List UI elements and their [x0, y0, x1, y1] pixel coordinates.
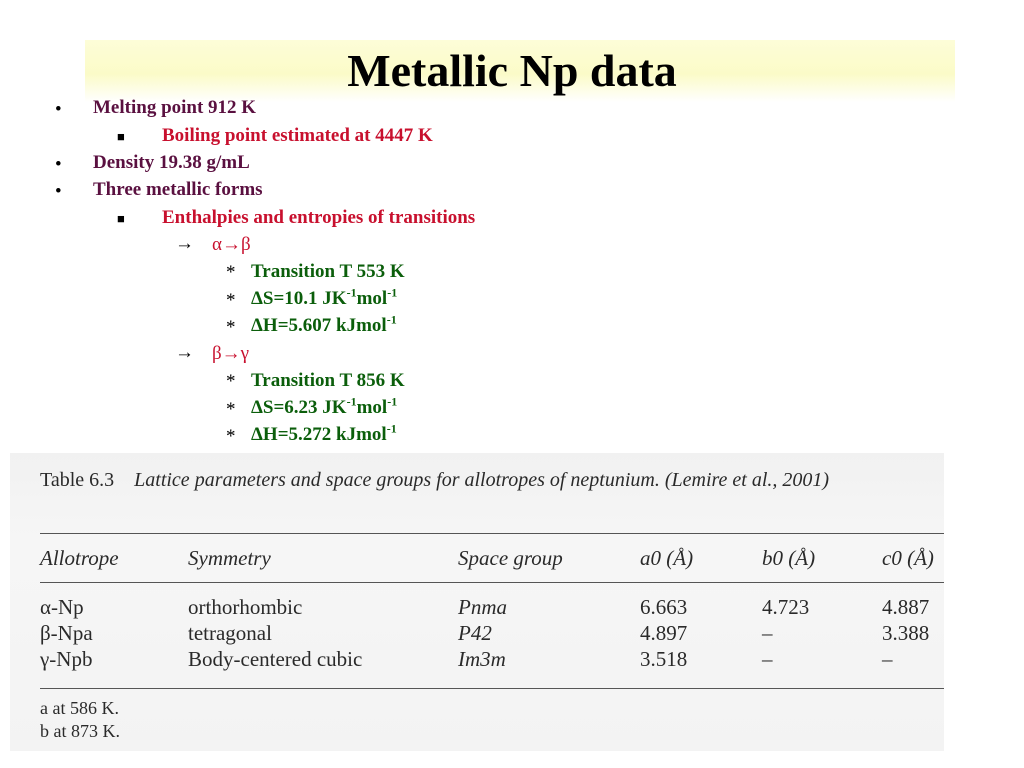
table-cell-c0: –	[882, 647, 893, 671]
table-cell-space-group: Im3m	[458, 647, 506, 671]
table-cell-space-group: Pnma	[458, 595, 507, 619]
bullet-marker: •	[55, 99, 62, 120]
table-cell-a0: 4.897	[640, 621, 688, 645]
transition-2-entropy: ΔS=6.23 $JK^{-1}mol^{-1}$	[251, 394, 398, 418]
table-cell-c0: 3.388	[882, 621, 930, 645]
square-marker: ■	[117, 211, 125, 226]
bullet-boiling-point: Boiling point estimated at 4447 K	[162, 125, 433, 146]
header-symmetry: Symmetry	[188, 546, 271, 570]
star-marker: *	[226, 262, 236, 283]
star-marker: *	[226, 371, 236, 392]
table-footnote-b: b at 873 K.	[40, 721, 120, 741]
table-cell-allotrope: α-Np	[40, 595, 84, 619]
table-top-rule	[40, 533, 944, 534]
star-marker: *	[226, 290, 236, 311]
table-cell-b0: –	[762, 621, 773, 645]
header-b0: b0 (Å)	[762, 546, 816, 570]
bullet-enthalpies: Enthalpies and entropies of transitions	[162, 207, 476, 228]
table-cell-b0: –	[762, 647, 773, 671]
star-marker: *	[226, 317, 236, 338]
bullet-three-forms: Three metallic forms	[93, 179, 263, 200]
bullet-density: Density 19.38 g/mL	[93, 152, 250, 173]
table-caption-text: Lattice parameters and space groups for allotropes of neptunium. (Lemire et al., 2001)	[134, 469, 830, 491]
bullet-marker: •	[55, 181, 62, 202]
transition-2-temperature: Transition T 856 K	[251, 370, 405, 391]
transition-1-entropy: ΔS=10.1 $JK^{-1}mol^{-1}$	[251, 285, 398, 309]
transition-2-enthalpy: ΔH=5.272 kJmol$^{-1}$	[251, 421, 397, 445]
header-space-group: Space group	[458, 546, 563, 570]
square-marker: ■	[117, 129, 125, 144]
table-caption-label: Table 6.3	[40, 469, 115, 491]
header-allotrope: Allotrope	[40, 546, 119, 570]
transition-alpha-beta: α→β	[212, 234, 251, 255]
table-caption	[40, 467, 940, 493]
arrow-icon: →	[175, 342, 194, 363]
table-cell-allotrope: β-Npa	[40, 621, 93, 645]
table-header-rule	[40, 582, 944, 583]
table-footnote-a: a at 586 K.	[40, 698, 119, 718]
table-cell-c0: 4.887	[882, 595, 930, 619]
table-cell-symmetry: tetragonal	[188, 621, 272, 645]
table-cell-a0: 6.663	[640, 595, 688, 619]
lattice-parameters-table	[10, 453, 944, 751]
transition-1-enthalpy: ΔH=5.607 kJmol$^{-1}$	[251, 312, 397, 336]
star-marker: *	[226, 399, 236, 420]
page-title: Metallic Np data	[347, 45, 677, 96]
table-bottom-rule	[40, 688, 944, 689]
table-cell-a0: 3.518	[640, 647, 688, 671]
transition-1-temperature: Transition T 553 K	[251, 261, 405, 282]
table-cell-symmetry: orthorhombic	[188, 595, 303, 619]
header-a0: a0 (Å)	[640, 546, 694, 570]
transition-beta-gamma: β→γ	[212, 343, 250, 364]
star-marker: *	[226, 426, 236, 447]
bullet-marker: •	[55, 154, 62, 175]
table-cell-space-group: P42	[458, 621, 492, 645]
table-cell-symmetry: Body-centered cubic	[188, 647, 363, 671]
header-c0: c0 (Å)	[882, 546, 934, 570]
table-cell-allotrope: γ-Npb	[40, 647, 93, 671]
bullet-melting-point: Melting point 912 K	[93, 97, 257, 118]
table-cell-b0: 4.723	[762, 595, 810, 619]
arrow-icon: →	[175, 233, 194, 254]
